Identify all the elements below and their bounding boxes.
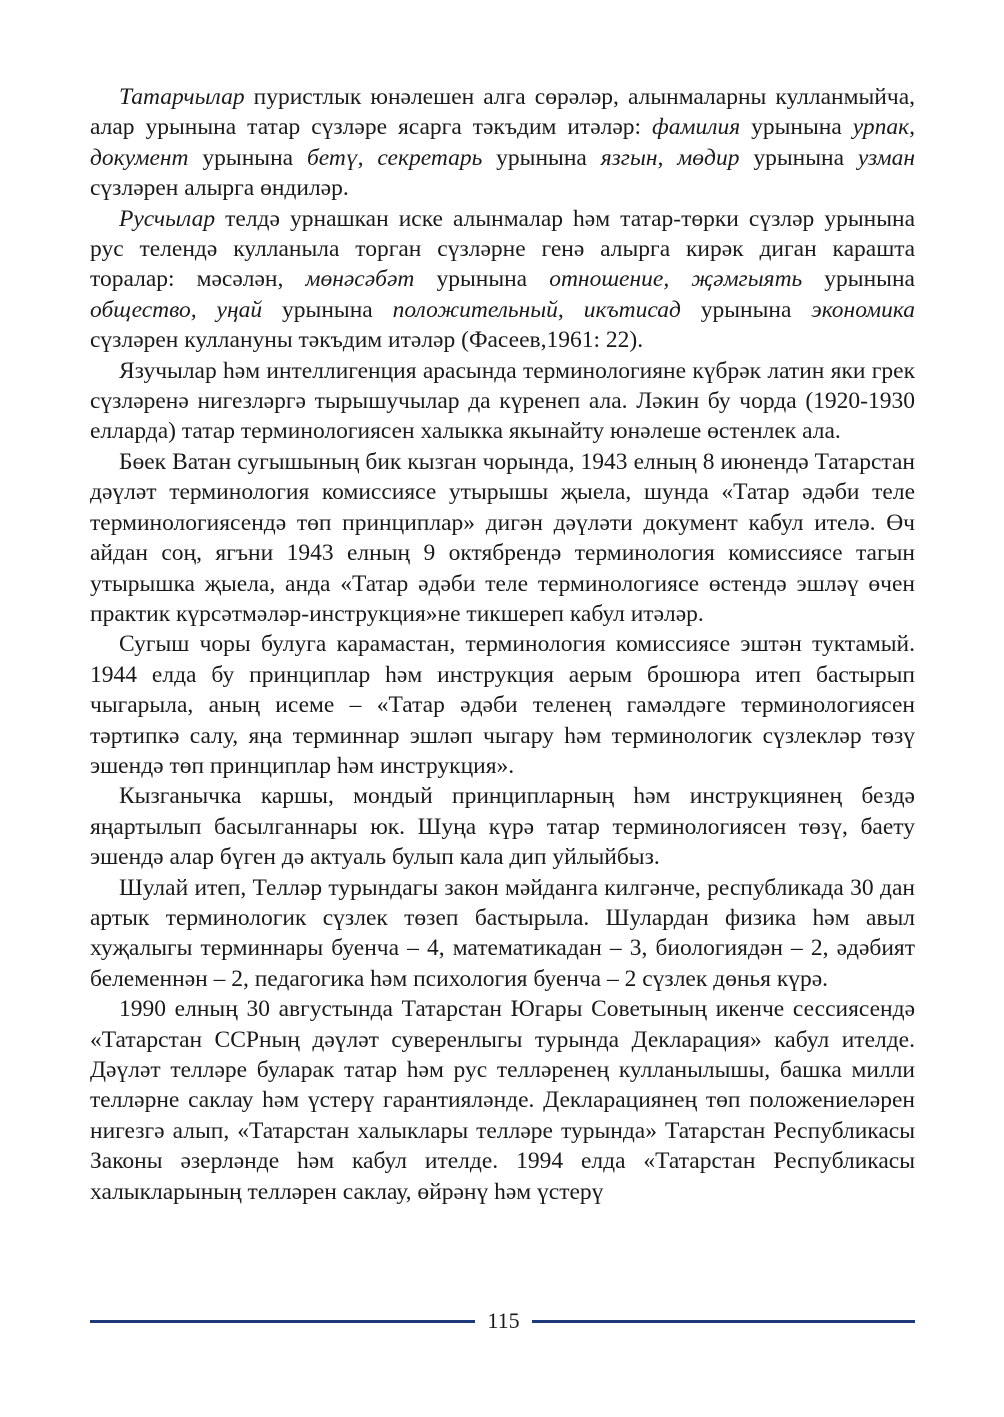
text-run: сүзләрен алырга өндиләр. <box>90 175 349 202</box>
text-run: урынына <box>739 144 858 171</box>
text-run: урынына <box>482 144 601 171</box>
page-footer <box>90 1307 915 1335</box>
text-run: Язучылар һәм интеллигенция арасында терминологияне күбрәк латин яки грек сүзләренә нигезләргә тырышучылар да күренеп ала. Ләкин бу чорда (1920-1930 елларда) татар терминологиясен халыкка якынайту юнәлеше өстенлек ала. <box>90 357 915 445</box>
italic-term: Русчылар <box>119 205 216 232</box>
italic-term: отношение, җәмгыять <box>549 266 803 293</box>
page-number: 115 <box>487 1308 520 1333</box>
paragraph <box>90 204 915 356</box>
paragraph <box>90 447 915 629</box>
italic-term: бетү, секретарь <box>306 144 483 171</box>
paragraph <box>90 781 915 872</box>
footer-rule-right <box>532 1320 915 1323</box>
italic-term: фамилия <box>652 114 741 141</box>
italic-term: язгын, мөдир <box>600 144 740 171</box>
text-run: Шулай итеп, Телләр турындагы закон мәйданга килгәнче, республикада 30 дан артык терминологик сүзлек төзеп бастырыла. Шулардан физика һәм авыл хуҗалыгы терминнары буенча – 4, математикадан – 3, биологиядән – 2, әдәбият белеменнән – 2, педагогика һәм психология буенча – 2 сүзлек дөнья күрә. <box>90 874 915 992</box>
italic-term: урпак, документ <box>90 114 915 171</box>
page-body <box>90 82 915 1207</box>
footer-rule-left <box>90 1320 475 1323</box>
text-run: 1990 елның 30 августында Татарстан Югары Советының икенче сессиясендә «Татарстан ССРның дәүләт суверенлыгы турында Декларация» кабул ителде. Дәүләт телләре буларак татар һәм рус телләренең кулланылышы, башка милли телләрне саклау һәм үстерү гарантияләнде. Декларациянең төп положениеләрен нигезгә алып, «Татарстан халыклары телләре турында» Татарстан Республикасы Законы әзерләнде һәм кабул ителде. 1994 елда «Татарстан Республикасы халыкларының телләрен саклау, өйрәнү һәм үстерү <box>90 996 915 1205</box>
text-run: сүзләрен куллануны тәкъдим итәләр (Фасеев,1961: 22). <box>90 327 644 354</box>
text-run: урынына <box>188 144 307 171</box>
text-run: телдә урнашкан иске алынмалар һәм татар-төрки сүзләр урынына рус телендә кулланыла торган сүзләрне генә алырга кирәк диган караштa торалар: мәсәлән, <box>90 205 915 293</box>
italic-term: экономика <box>811 296 915 323</box>
text-run: Кызганычка каршы, мондый принципларның һәм инструкциянең бездә яңартылып басылганнары юк. Шуңа күрә татар терминологиясен төзү, баету эшендә алар бүген дә актуаль булып кала дип уйлыйбыз. <box>90 783 915 871</box>
text-run: урынына <box>802 266 915 293</box>
text-run: пуристлык юнәлешен алга сөрәләр, алынмаларны кулланмыйча, алар урынына татар сүзләре ясарга тәкъдим итәләр: <box>90 84 915 141</box>
text-run: урынына <box>740 114 853 141</box>
paragraph <box>90 994 915 1207</box>
paragraph <box>90 629 915 781</box>
text-run: урынына <box>680 296 812 323</box>
text-run: урынына <box>414 266 550 293</box>
italic-term: общество, уңай <box>90 296 263 323</box>
text-run: Сугыш чоры булуга карамастан, терминология комиссиясе эштән туктамый. 1944 елда бу принциплар һәм инструкция аерым брошюра итеп бастырып чыгарыла, аның исеме – «Татар әдәби теленең гамәлдәге терминологиясен тәртипкә салу, яңа терминнар эшләп чыгару һәм терминологик сүзлекләр төзү эшендә төп принциплар һәм инструкция». <box>90 631 915 779</box>
italic-term: положительный, икътисад <box>392 296 681 323</box>
text-run: урынына <box>262 296 393 323</box>
paragraph <box>90 82 915 204</box>
italic-term: Татарчылар <box>119 84 245 110</box>
text-run: Бөек Ватан сугышының бик кызган чорында, 1943 елның 8 июнендә Татарстан дәүләт терминология комиссиясе утырышы җыела, шунда «Татар әдәби теле терминологиясендә төп принциплар» дигән дәүләти документ кабул ителә. Өч айдан соң, ягъни 1943 елның 9 октябрендә терминология комиссиясе тагын утырышка җыела, анда «Татар әдәби теле терминологиясе өстендә эшләү өчен практик күрсәтмәләр-инструкция»не тикшереп кабул итәләр. <box>90 448 915 627</box>
italic-term: мөнәсәбәт <box>305 266 415 293</box>
paragraph <box>90 873 915 995</box>
paragraph <box>90 356 915 447</box>
italic-term: узман <box>857 144 915 171</box>
